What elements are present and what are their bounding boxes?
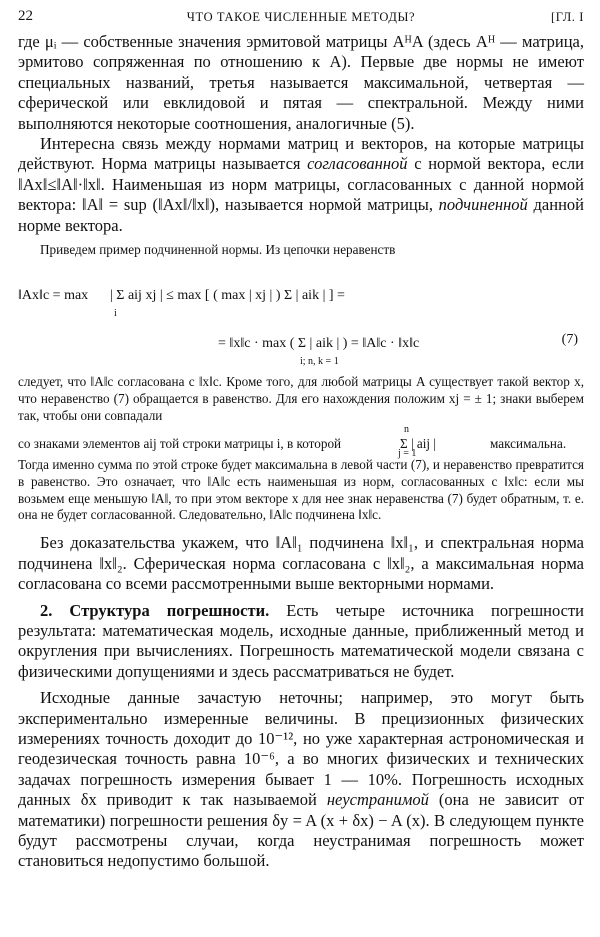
text-fragment: Есть четыре источника погрешности результата: математическая модель, исходные данные, приближенный метод и округления при вычислениях. Погрешность математической модели связана с физическими допущениями и здесь рассматриваться не будет.	[18, 600, 584, 681]
paragraph-eigenvalues: где μᵢ — собственные значения эрмитовой матрицы AᴴA (здесь Aᴴ — матрица, эрмитово сопряженная по отношению к A). Первые две нормы не имеют специальных названий, третья называется максимальной, четвертая — сферической или евклидовой и пятая — спектральной. Между ними выполняются некоторые соотношения, аналогичные (5).	[18, 32, 584, 133]
paragraph-follows: следует, что ‖A‖c согласована с ‖x‖c. Кроме того, для любой матрицы A существует такой вектор x, что неравенство (7) обращается в равенство. Для его нахождения положим xj = ± 1; знаки выберем так, чтобы они совпадали	[18, 373, 584, 423]
term-consistent: согласованной	[307, 154, 408, 174]
term-irreducible: неустранимой	[326, 790, 429, 810]
sum-line	[18, 423, 584, 459]
running-title: ЧТО ТАКОЕ ЧИСЛЕННЫЕ МЕТОДЫ?	[186, 10, 416, 24]
chapter-label: [ГЛ. I	[551, 10, 584, 24]
sum-line-text: со знаками элементов aij той строки матрицы i, в которой	[18, 435, 342, 451]
text-fragment: данной норме вектора.	[18, 195, 584, 235]
paragraph-consistent-norm	[18, 134, 584, 236]
sum-line-end: максимальна.	[490, 435, 567, 451]
page-number: 22	[18, 8, 33, 24]
formula-line1-left: ‖Ax‖c = max	[18, 287, 89, 303]
text-fragment: (она не зависит от математики) погрешности решения δy = A (x + δx) − A (x). В следующем пункте будут рассмотрены случаи, когда неустранимая погрешность может становиться недопустимо большой.	[18, 790, 585, 871]
sum-limit-top: n	[404, 423, 409, 435]
sum-limit-bottom: j = 1	[398, 447, 417, 459]
formula-line1-body: | Σ aij xj | ≤ max [ ( max | xj | ) Σ | aik | ] =	[110, 287, 345, 303]
paragraph-input-data	[18, 688, 584, 872]
paragraph-spectral: Без доказательства укажем, что ‖A‖₁ подчинена ‖x‖₁, и спектральная норма подчинена ‖x‖₂. Сферическая норма согласована с ‖x‖₂, а максимальная норма согласована со всеми рассмотренными выше векторными нормами.	[18, 533, 584, 594]
equation-number: (7)	[561, 331, 578, 347]
section-heading: 2. Структура погрешности.	[40, 600, 270, 620]
formula-7	[18, 262, 584, 374]
text-fragment: с нормой вектора, если ‖Ax‖≤‖A‖·‖x‖. Наименьшая из норм матрицы, согласованных с данной нормой вектора: ‖A‖ = sup (‖Ax‖/‖x‖), называется нормой матрицы,	[18, 154, 584, 215]
formula-line2-limits: i; n, k = 1	[300, 355, 339, 367]
paragraph-equality: Тогда именно сумма по этой строке будет максимальна в левой части (7), и неравенство превратится в равенство. Это означает, что ‖A‖c есть наименьшая из норм, согласованных с ‖x‖c: если мы возьмем еще меньшую ‖A‖, то при этом векторе x для нее знак неравенства (7) будет обратным, т. е. она не будет согласованной. Следовательно, ‖A‖c подчинена ‖x‖c.	[18, 456, 584, 523]
text-fragment: Интересна связь между нормами матриц и векторов, на которые матрицы действуют. Норма матрицы называется	[18, 134, 584, 174]
term-subordinate: подчиненной	[438, 195, 528, 215]
paragraph-error-structure	[18, 601, 584, 683]
formula-line2: = ‖x‖c · max ( Σ | aik | ) = ‖A‖c · ‖x‖c	[218, 335, 420, 351]
paragraph-example-intro: Приведем пример подчиненной нормы. Из цепочки неравенств	[40, 242, 396, 258]
text-fragment: Исходные данные зачастую неточны; например, это могут быть экспериментально измеренные величины. В прецизионных физических измерениях точность доходит до 10⁻¹², но уже характерная астрономическая и геодезическая точность равна 10⁻⁶, а во многих физических и технических задачах погрешность измерения бывает 1 — 10%. Погрешность исходных данных δx приводит к так называемой	[18, 688, 584, 810]
page	[18, 8, 584, 872]
sum-expression: Σ | aij |	[400, 435, 437, 451]
formula-line1-sub: i	[114, 307, 117, 319]
running-header	[18, 8, 584, 32]
